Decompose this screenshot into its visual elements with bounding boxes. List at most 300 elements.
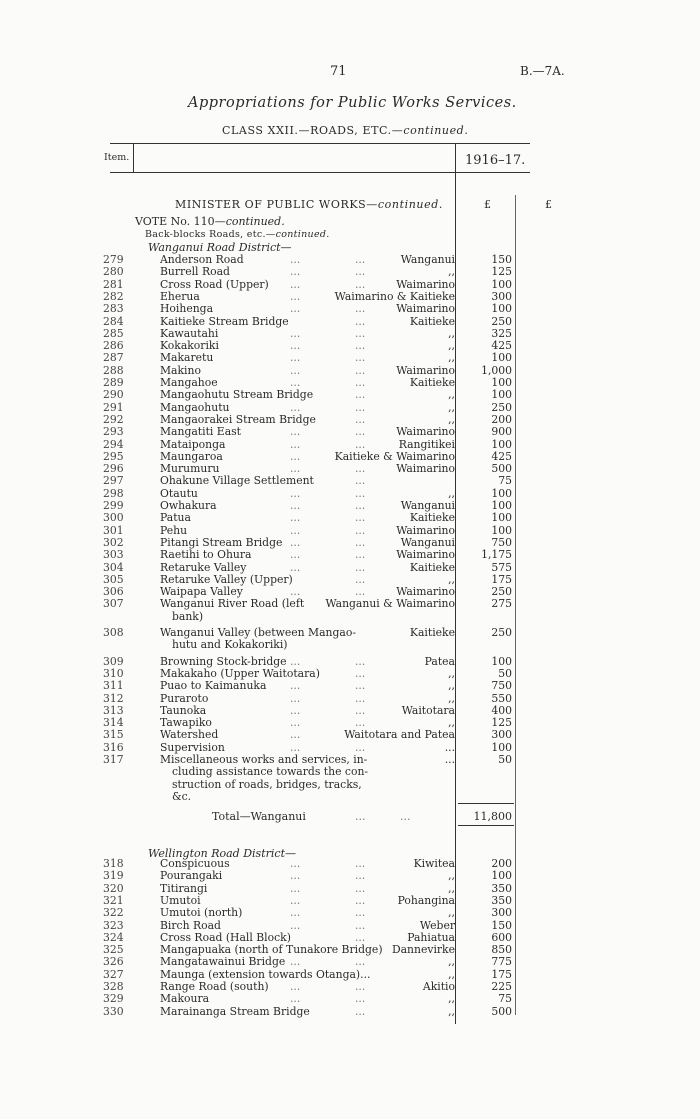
amount-value: 500 xyxy=(491,1004,512,1018)
district-heading-wellington: Wellington Road District— xyxy=(148,847,296,860)
table-row xyxy=(0,266,700,278)
amount-value: 325 xyxy=(491,326,512,340)
road-district: ,, xyxy=(448,265,455,279)
amount-value: 500 xyxy=(491,462,512,476)
leader-dots: ... xyxy=(290,560,301,574)
leader-dots: ... xyxy=(290,265,301,279)
road-name: Murumuru xyxy=(160,462,220,476)
leader-dots: ... xyxy=(355,881,366,895)
leader-dots: ... xyxy=(355,339,366,353)
road-district: ,, xyxy=(448,1004,455,1018)
class-heading xyxy=(222,124,468,137)
leader-dots: ... xyxy=(290,881,301,895)
amount-value: 100 xyxy=(491,351,512,365)
leader-dots: ... xyxy=(355,388,366,402)
item-number: 313 xyxy=(103,703,124,717)
road-name: Owhakura xyxy=(160,499,217,512)
road-district: ,, xyxy=(448,691,455,705)
leader-dots: ... xyxy=(290,499,301,512)
road-district: Kaitieke xyxy=(409,560,455,574)
road-name: Kawautahi xyxy=(160,326,219,340)
amount-value: 750 xyxy=(491,679,512,693)
leader-dots: ... xyxy=(355,265,366,279)
amount-value: 100 xyxy=(491,869,512,883)
road-name: Burrell Road xyxy=(160,265,230,279)
item-number: 300 xyxy=(103,511,124,525)
table-row xyxy=(0,907,700,919)
leader-dots: ... xyxy=(290,363,301,377)
leader-dots: ... xyxy=(290,740,301,754)
amount-value: 100 xyxy=(491,740,512,754)
table-row xyxy=(0,365,700,377)
table-row xyxy=(0,389,700,401)
amount-value: 1,000 xyxy=(481,363,512,377)
leader-dots: ... xyxy=(355,930,366,944)
item-number: 286 xyxy=(103,339,124,353)
item-number: 320 xyxy=(103,881,124,895)
table-row xyxy=(0,254,700,266)
leader-dots: ... xyxy=(355,437,366,451)
amount-value: 175 xyxy=(491,967,512,981)
road-name: Makaretu xyxy=(160,351,214,365)
table-row xyxy=(0,574,700,586)
item-number: 303 xyxy=(103,548,124,562)
leader-dots: ... xyxy=(355,980,366,993)
road-district: ,, xyxy=(448,326,455,340)
leader-dots: ... xyxy=(355,691,366,705)
amount-value: 75 xyxy=(498,474,512,488)
road-district: ,, xyxy=(448,967,455,981)
road-district: ,, xyxy=(448,388,455,402)
amount-value: 125 xyxy=(491,265,512,279)
leader-dots: ... xyxy=(290,906,301,920)
road-name: Mangahoe xyxy=(160,376,218,389)
table-row xyxy=(0,340,700,352)
table-row xyxy=(0,377,700,389)
item-number: 297 xyxy=(103,474,124,488)
leader-dots: ... xyxy=(355,351,366,365)
road-name: Raetihi to Ohura xyxy=(160,548,252,562)
amount-value: 250 xyxy=(491,400,512,414)
road-name: Range Road (south) xyxy=(160,980,269,993)
road-name: Hoihenga xyxy=(160,302,214,316)
leader-dots: ... xyxy=(355,906,366,920)
amount-value: 275 xyxy=(491,597,512,611)
leader-dots: ... xyxy=(290,339,301,353)
amount-value: 100 xyxy=(491,277,512,291)
leader-dots: ... xyxy=(355,654,366,668)
item-number: 285 xyxy=(103,326,124,340)
amount-value: 600 xyxy=(491,930,512,944)
leader-dots: ... xyxy=(355,462,366,476)
leader-dots: ... xyxy=(290,654,301,668)
road-district: ,, xyxy=(448,400,455,414)
total-label: Total—Wanganui xyxy=(212,810,306,823)
vote-heading xyxy=(135,215,285,228)
leader-dots: ... xyxy=(290,462,301,476)
road-district: Waimarino xyxy=(396,548,455,562)
leader-dots: ... xyxy=(355,716,366,730)
amount-value: 150 xyxy=(491,253,512,266)
item-number: 314 xyxy=(103,716,124,730)
road-name: Mangaorakei Stream Bridge xyxy=(160,412,316,426)
total-dots: ... xyxy=(355,810,366,823)
table-row xyxy=(0,439,700,451)
table-row xyxy=(0,291,700,303)
minister-suffix: continued. xyxy=(377,198,443,211)
table-row xyxy=(0,932,700,944)
item-number: 311 xyxy=(103,679,124,693)
amount-value: 100 xyxy=(491,499,512,512)
item-number: 282 xyxy=(103,289,124,303)
table-row xyxy=(0,303,700,315)
item-number: 291 xyxy=(103,400,124,414)
leader-dots: ... xyxy=(355,679,366,693)
leader-dots: ... xyxy=(290,691,301,705)
district-heading-wanganui: Wanganui Road District— xyxy=(148,241,292,254)
table-row xyxy=(0,414,700,426)
leader-dots: ... xyxy=(355,474,366,488)
page-number: 71 xyxy=(330,64,347,79)
road-name: Maungaroa xyxy=(160,449,223,463)
item-number: 328 xyxy=(103,980,124,993)
header-bottom-rule xyxy=(110,172,530,173)
leader-dots: ... xyxy=(355,326,366,340)
road-district: Waitotara and Patea xyxy=(344,728,455,742)
table-row xyxy=(0,598,700,610)
road-district: Wanganui xyxy=(400,499,455,512)
road-name: Waipapa Valley xyxy=(160,585,243,599)
table-row xyxy=(0,627,700,639)
leader-dots: ... xyxy=(355,425,366,439)
currency-col2: £ xyxy=(545,198,552,211)
table-row xyxy=(0,993,700,1005)
table-row xyxy=(0,537,700,549)
road-name-continued: struction of roads, bridges, tracks, xyxy=(172,777,362,791)
table-row xyxy=(0,981,700,993)
road-name-continued: &c. xyxy=(172,789,192,803)
item-column-divider xyxy=(133,144,134,172)
item-number: 305 xyxy=(103,572,124,586)
road-district: ,, xyxy=(448,906,455,920)
amount-value: 100 xyxy=(491,654,512,668)
leader-dots: ... xyxy=(355,857,366,870)
leader-dots: ... xyxy=(355,302,366,316)
amount-value: 50 xyxy=(498,666,512,680)
amount-value: 125 xyxy=(491,716,512,730)
road-district: Wanganui & Waimarino xyxy=(325,597,455,611)
road-name: Umutoi xyxy=(160,893,201,907)
road-district: Dannevirke xyxy=(391,943,455,957)
road-name: Tawapiko xyxy=(160,716,212,730)
amount-value: 750 xyxy=(491,535,512,549)
item-number: 323 xyxy=(103,918,124,932)
total-amount: 11,800 xyxy=(473,810,512,823)
road-name: Cross Road (Upper) xyxy=(160,277,269,291)
amount-value: 200 xyxy=(491,857,512,870)
leader-dots: ... xyxy=(355,992,366,1006)
road-name: Ohakune Village Settlement xyxy=(160,474,314,488)
leader-dots: ... xyxy=(290,918,301,932)
leader-dots: ... xyxy=(355,1004,366,1018)
road-district: Waimarino xyxy=(396,585,455,599)
road-name-continued: bank) xyxy=(172,609,204,623)
item-number: 302 xyxy=(103,535,124,549)
leader-dots: ... xyxy=(290,716,301,730)
road-district: ,, xyxy=(448,572,455,586)
road-name: Puraroto xyxy=(160,691,209,705)
item-number: 279 xyxy=(103,253,124,266)
amount-value: 225 xyxy=(491,980,512,993)
item-number: 318 xyxy=(103,857,124,870)
road-name: Marainanga Stream Bridge xyxy=(160,1004,310,1018)
table-row xyxy=(0,475,700,487)
class-prefix: CLASS XXII.—ROADS, ETC.— xyxy=(222,124,404,137)
table-row xyxy=(0,586,700,598)
page-title: Appropriations for Public Works Services. xyxy=(188,95,517,111)
amount-value: 350 xyxy=(491,881,512,895)
table-row xyxy=(0,426,700,438)
leader-dots: ... xyxy=(355,869,366,883)
table-row xyxy=(0,693,700,705)
leader-dots: ... xyxy=(355,314,366,328)
amount-value: 425 xyxy=(491,339,512,353)
road-name: Mangaohutu Stream Bridge xyxy=(160,388,314,402)
leader-dots: ... xyxy=(290,728,301,742)
road-district: Kiwitea xyxy=(413,857,455,870)
road-name: Birch Road xyxy=(160,918,221,932)
leader-dots: ... xyxy=(290,703,301,717)
road-district: Kaitieke xyxy=(409,626,455,639)
road-name: Puao to Kaimanuka xyxy=(160,679,267,693)
road-name: Pourangaki xyxy=(160,869,223,883)
table-row xyxy=(0,562,700,574)
road-name: Pehu xyxy=(160,523,188,537)
item-number: 289 xyxy=(103,376,124,389)
road-name: Browning Stock-bridge xyxy=(160,654,287,668)
table-row xyxy=(0,680,700,692)
item-number: 317 xyxy=(103,753,124,766)
item-number: 298 xyxy=(103,486,124,500)
road-district: ,, xyxy=(448,881,455,895)
item-number: 290 xyxy=(103,388,124,402)
item-number: 283 xyxy=(103,302,124,316)
road-district: Akitio xyxy=(422,980,455,993)
road-district: Waimarino & Kaitieke xyxy=(334,289,455,303)
vote-suffix: continued. xyxy=(225,215,285,228)
amount-value: 350 xyxy=(491,893,512,907)
doc-reference: B.—7A. xyxy=(520,64,565,78)
road-name: Makakaho (Upper Waitotara) xyxy=(160,666,320,680)
leader-dots: ... xyxy=(290,253,301,266)
item-number: 295 xyxy=(103,449,124,463)
leader-dots: ... xyxy=(355,740,366,754)
amount-value: 575 xyxy=(491,560,512,574)
item-number: 330 xyxy=(103,1004,124,1018)
table-row xyxy=(0,754,700,766)
road-district: ,, xyxy=(448,955,455,969)
leader-dots: ... xyxy=(355,535,366,549)
item-number: 296 xyxy=(103,462,124,476)
amount-value: 250 xyxy=(491,585,512,599)
road-district: Kaitieke & Waimarino xyxy=(334,449,455,463)
leader-dots: ... xyxy=(355,499,366,512)
amount-value: 775 xyxy=(491,955,512,969)
leader-dots: ... xyxy=(290,289,301,303)
total-dots2: ... xyxy=(400,810,411,823)
leader-dots: ... xyxy=(355,277,366,291)
road-name: Eherua xyxy=(160,289,200,303)
amount-value: 400 xyxy=(491,703,512,717)
leader-dots: ... xyxy=(290,679,301,693)
amount-value: 150 xyxy=(491,918,512,932)
item-column-header: Item. xyxy=(104,152,130,163)
road-name: Mangapuaka (north of Tunakore Bridge) xyxy=(160,943,383,957)
leader-dots: ... xyxy=(355,548,366,562)
road-name: Kokakoriki xyxy=(160,339,219,353)
road-district: Waimarino xyxy=(396,523,455,537)
road-name-continued: cluding assistance towards the con- xyxy=(172,765,369,779)
table-row xyxy=(0,969,700,981)
total-rule xyxy=(458,803,514,804)
road-name: Wanganui River Road (left xyxy=(160,597,305,611)
item-number: 326 xyxy=(103,955,124,969)
leader-dots: ... xyxy=(355,523,366,537)
amount-value: 850 xyxy=(491,943,512,957)
item-number: 308 xyxy=(103,626,124,639)
road-name: Watershed xyxy=(160,728,219,742)
road-name: Taunoka xyxy=(160,703,207,717)
road-name: Titirangi xyxy=(160,881,208,895)
leader-dots: ... xyxy=(355,560,366,574)
road-name: Pitangi Stream Bridge xyxy=(160,535,283,549)
leader-dots: ... xyxy=(355,703,366,717)
road-district: ,, xyxy=(448,486,455,500)
leader-dots: ... xyxy=(290,523,301,537)
subhead-prefix: Back-blocks Roads, etc.— xyxy=(145,229,276,240)
road-district: Waimarino xyxy=(396,277,455,291)
item-number: 280 xyxy=(103,265,124,279)
table-row xyxy=(0,717,700,729)
leader-dots: ... xyxy=(355,400,366,414)
leader-dots: ... xyxy=(355,511,366,525)
road-district: Wanganui xyxy=(400,253,455,266)
road-name: Retaruke Valley (Upper) xyxy=(160,572,293,586)
leader-dots: ... xyxy=(290,302,301,316)
leader-dots: ... xyxy=(290,869,301,883)
minister-heading xyxy=(175,198,443,211)
road-name: Mangatiti East xyxy=(160,425,242,439)
amount-value: 1,175 xyxy=(481,548,512,562)
amount-value: 100 xyxy=(491,511,512,525)
item-number: 329 xyxy=(103,992,124,1006)
leader-dots: ... xyxy=(355,253,366,266)
road-name: Kaitieke Stream Bridge xyxy=(160,314,289,328)
minister-prefix: MINISTER OF PUBLIC WORKS— xyxy=(175,198,378,211)
leader-dots: ... xyxy=(290,548,301,562)
table-row xyxy=(0,316,700,328)
leader-dots: ... xyxy=(290,585,301,599)
leader-dots: ... xyxy=(290,425,301,439)
table-row xyxy=(0,742,700,754)
amount-value: 75 xyxy=(498,992,512,1006)
table-row xyxy=(0,668,700,680)
road-district: ,, xyxy=(448,412,455,426)
table-row xyxy=(0,883,700,895)
amount-value: 550 xyxy=(491,691,512,705)
table-row xyxy=(0,729,700,741)
item-number: 316 xyxy=(103,740,124,754)
amount-value: 100 xyxy=(491,376,512,389)
item-number: 312 xyxy=(103,691,124,705)
road-district: Waimarino xyxy=(396,462,455,476)
amount-value: 50 xyxy=(498,753,512,766)
table-row xyxy=(0,944,700,956)
item-number: 306 xyxy=(103,585,124,599)
road-name: Makoura xyxy=(160,992,210,1006)
table-row xyxy=(0,451,700,463)
leader-dots: ... xyxy=(355,412,366,426)
leader-dots: ... xyxy=(290,277,301,291)
table-top-rule xyxy=(110,143,530,144)
road-name: Anderson Road xyxy=(160,253,244,266)
road-name: Makino xyxy=(160,363,201,377)
table-row xyxy=(0,1006,700,1018)
leader-dots: ... xyxy=(290,437,301,451)
leader-dots: ... xyxy=(355,585,366,599)
item-number: 288 xyxy=(103,363,124,377)
road-name: Mangatawainui Bridge xyxy=(160,955,286,969)
road-name: Mangaohutu xyxy=(160,400,230,414)
table-row xyxy=(0,920,700,932)
amount-value: 900 xyxy=(491,425,512,439)
leader-dots: ... xyxy=(290,857,301,870)
amount-value: 200 xyxy=(491,412,512,426)
road-district: Patea xyxy=(424,654,455,668)
table-row xyxy=(0,352,700,364)
road-district: Rangitikei xyxy=(398,437,455,451)
leader-dots: ... xyxy=(355,955,366,969)
year-column-header: 1916–17. xyxy=(465,153,526,168)
class-suffix: continued. xyxy=(403,124,469,137)
amount-value: 100 xyxy=(491,388,512,402)
leader-dots: ... xyxy=(290,326,301,340)
amount-value: 100 xyxy=(491,523,512,537)
item-number: 309 xyxy=(103,654,124,668)
item-number: 322 xyxy=(103,906,124,920)
leader-dots: ... xyxy=(290,449,301,463)
leader-dots: ... xyxy=(355,572,366,586)
table-row xyxy=(0,870,700,882)
item-number: 310 xyxy=(103,666,124,680)
item-number: 294 xyxy=(103,437,124,451)
table-row xyxy=(0,549,700,561)
table-row xyxy=(0,525,700,537)
total-bottom-rule xyxy=(458,825,514,826)
road-district: Pohangina xyxy=(397,893,455,907)
road-district: Weber xyxy=(419,918,455,932)
leader-dots: ... xyxy=(290,893,301,907)
amount-value: 100 xyxy=(491,437,512,451)
item-number: 304 xyxy=(103,560,124,574)
table-row xyxy=(0,858,700,870)
road-district: ... xyxy=(444,740,455,754)
table-row xyxy=(0,463,700,475)
leader-dots: ... xyxy=(355,893,366,907)
road-district: Kaitieke xyxy=(409,376,455,389)
road-name: Miscellaneous works and services, in- xyxy=(160,753,368,766)
amount-value: 250 xyxy=(491,314,512,328)
